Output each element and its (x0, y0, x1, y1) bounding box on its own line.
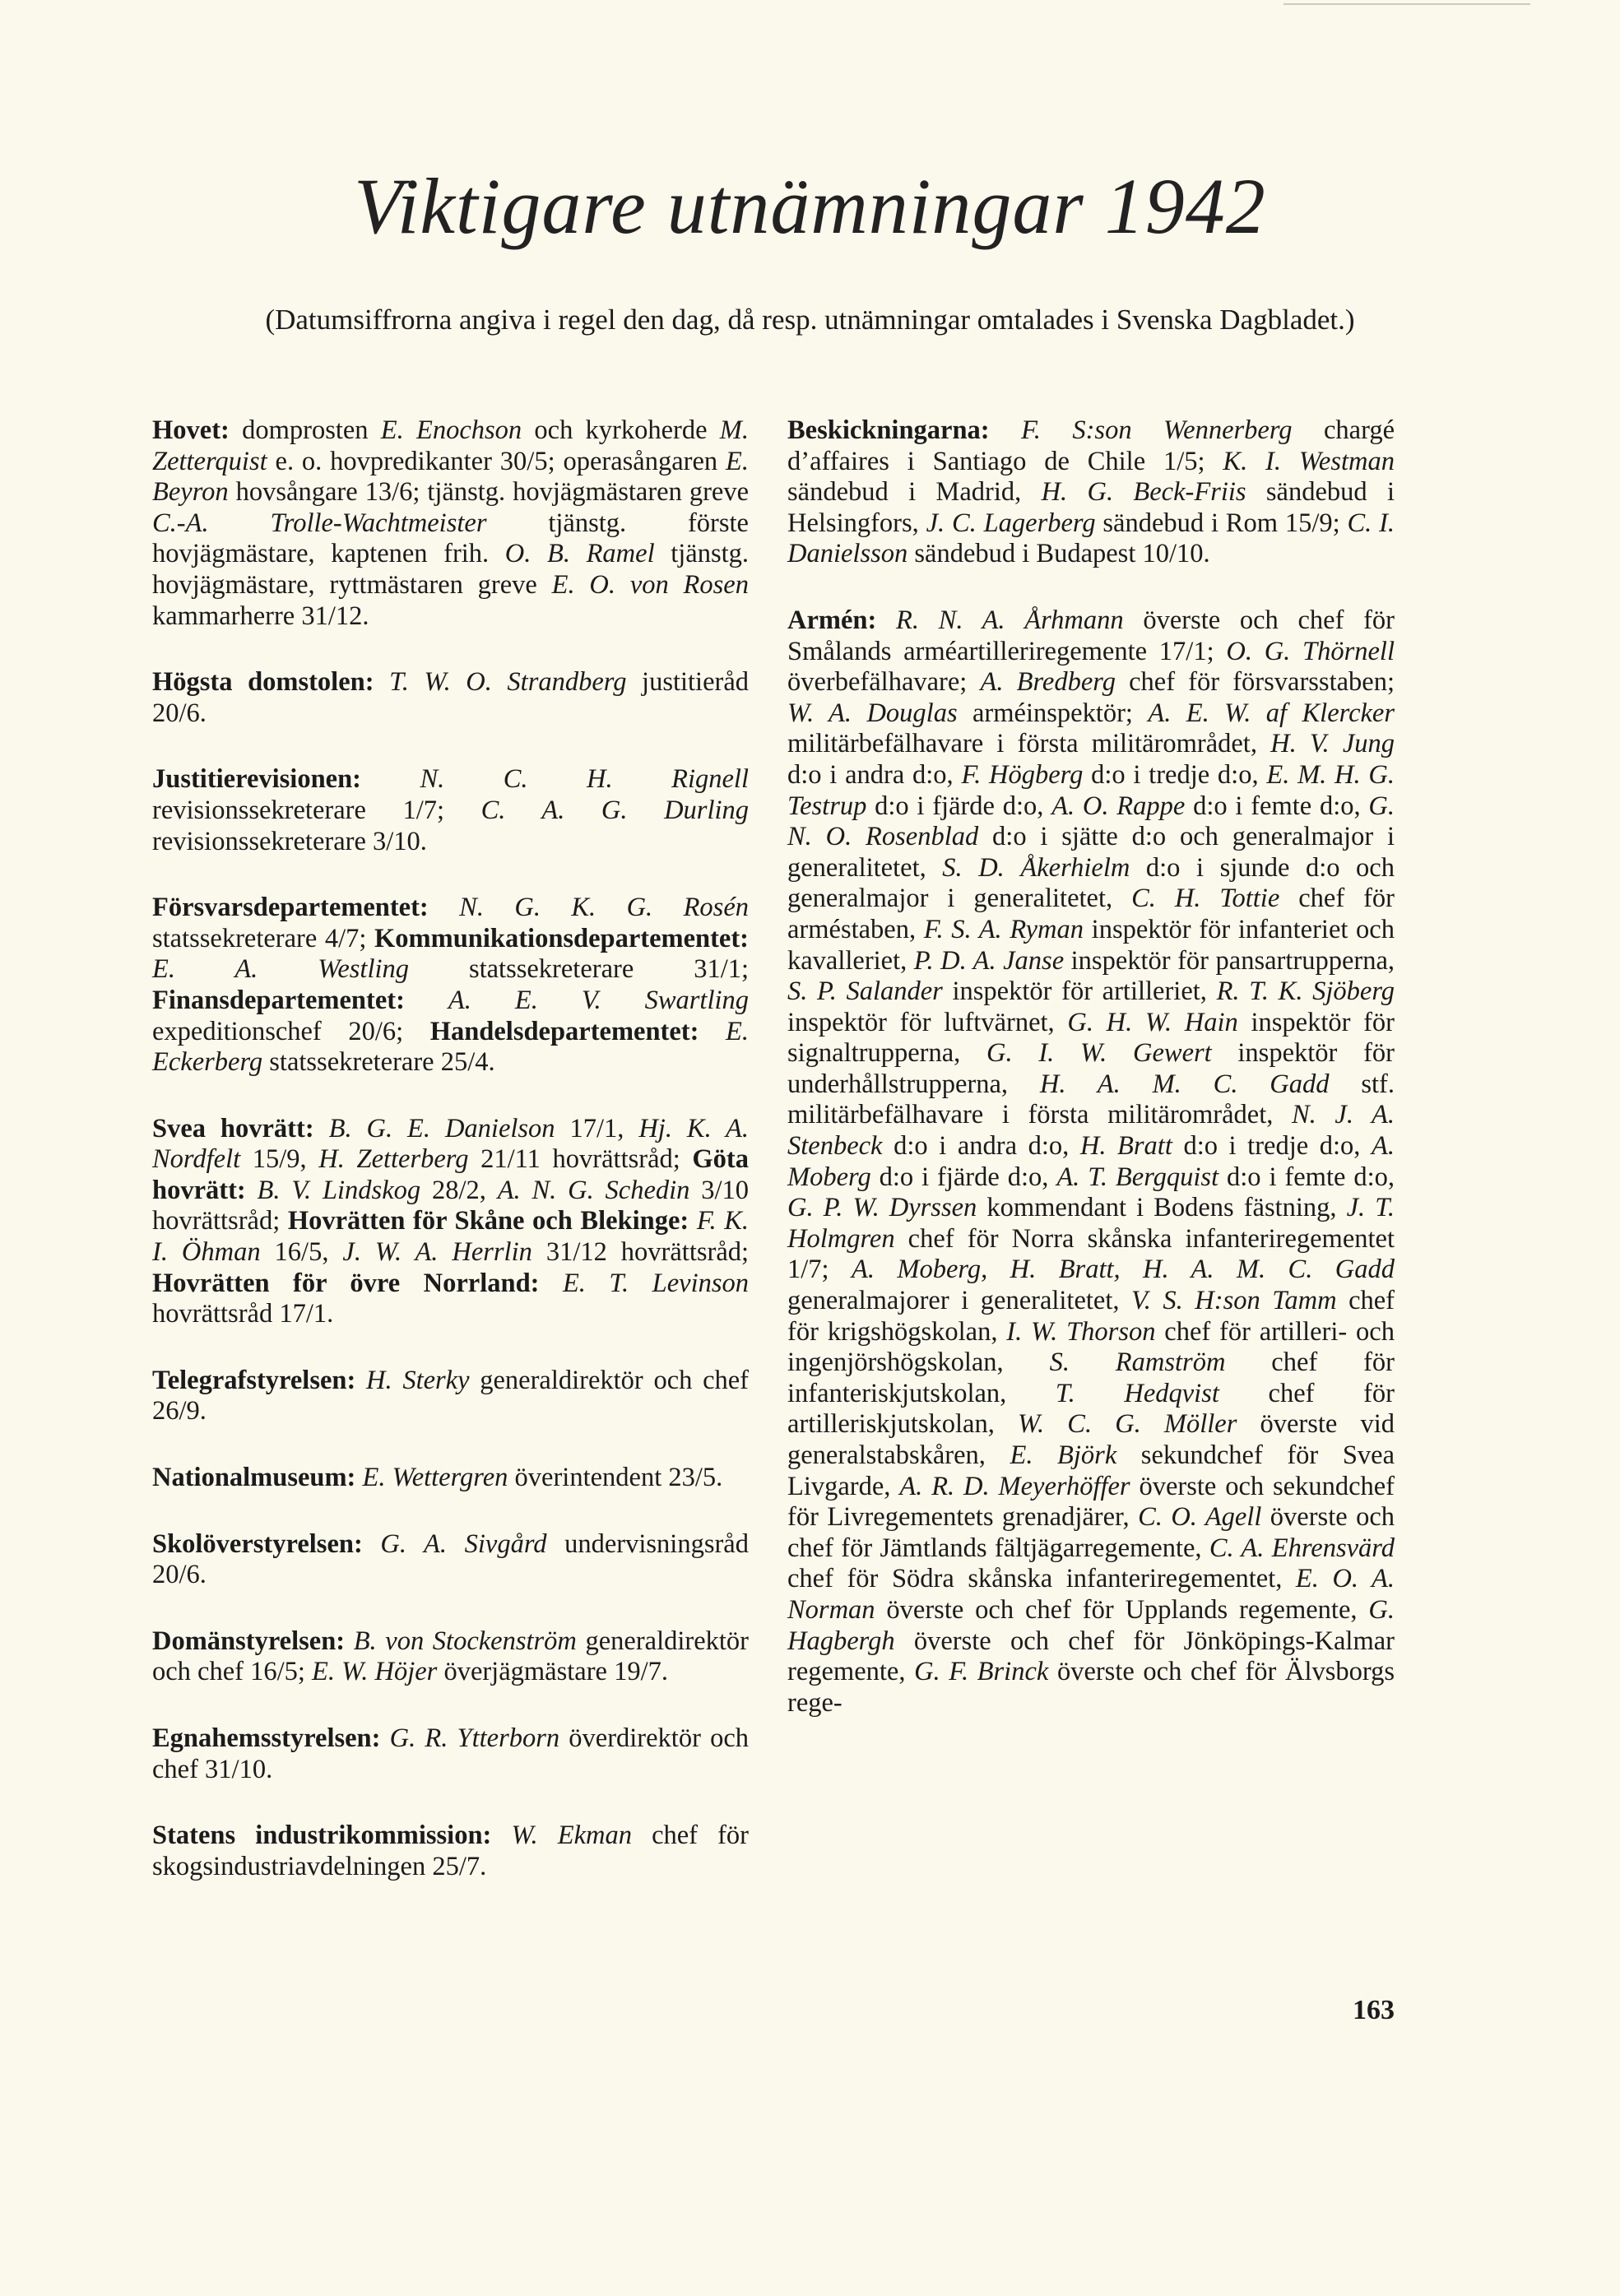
appointment-entry: Nationalmuseum: E. Wettergren överintendent 23/5. (152, 1463, 723, 1493)
appointment-entry: Högsta domstolen: T. W. O. Strandberg justitieråd 20/6. (152, 667, 750, 728)
appointment-entry: Statens industrikommission: W. Ekman chef för skogsindustriavdelningen 25/7. (152, 1821, 749, 1881)
right-column (787, 415, 1395, 1754)
page-subtitle: (Datumsiffrorna angiva i regel den dag, då resp. utnämningar omtalades i Svenska Dagbladet.) (265, 304, 1355, 336)
appointment-entry: Beskickningarna: F. S:son Wennerberg chargé d’affaires i Santiago de Chile 1/5; K. I. Westman sändebud i Madrid, H. G. Beck-Friis sändebud i Helsingfors, J. C. Lagerberg sändebud i Rom 15/9; C. I. Danielsson sändebud i Budapest 10/10. (787, 415, 1395, 569)
appointment-entry: Svea hovrätt: B. G. E. Danielson 17/1, Hj. K. A. Nordfelt 15/9, H. Zetterberg 21/11 hovrättsråd; Göta hovrätt: B. V. Lindskog 28/2, A. N. G. Schedin 3/10 hovrättsråd; Hovrätten för Skåne och Blekinge: F. K. I. Öhman 16/5, J. W. A. Herrlin 31/12 hovrättsråd; Hovrätten för övre Norrland: E. T. Levinson hovrättsråd 17/1. (152, 1113, 750, 1329)
appointment-entry: Skolöverstyrelsen: G. A. Sivgård undervisningsråd 20/6. (152, 1528, 749, 1590)
page-number: 163 (1353, 1995, 1395, 2025)
appointment-entry: Armén: R. N. A. Århmann överste och chef för Smålands arméartilleriregemente 17/1; O. G. Thörnell överbefälhavare; A. Bredberg chef för försvarsstaben; W. A. Douglas arméinspektör; A. E. W. af Klercker militärbefälhavare i första militärområdet, H. V. Jung d:o i andra d:o, F. Högberg d:o i tredje d:o, E. M. H. G. Testrup d:o i fjärde d:o, A. O. Rappe d:o i femte d:o, G. N. O. Rosenblad d:o i sjätte d:o och generalmajor i generalitetet, S. D. Åkerhielm d:o i sjunde d:o och generalmajor i generalitetet, C. H. Tottie chef för arméstaben, F. S. A. Ryman inspektör för infanteriet och kavalleriet, P. D. A. Janse inspektör för pansartrupperna, S. P. Salander inspektör för artilleriet, R. T. K. Sjöberg inspektör för luftvärnet, G. H. W. Hain inspektör för signaltrupperna, G. I. W. Gewert inspektör för underhållstrupperna, H. A. M. C. Gadd stf. militärbefälhavare i första militärområdet, N. J. A. Stenbeck d:o i andra d:o, H. Bratt d:o i tredje d:o, A. Moberg d:o i fjärde d:o, A. T. Bergquist d:o i femte d:o, G. P. W. Dyrssen kommendant i Bodens fästning, J. T. Holmgren chef för Norra skånska infanteriregementet 1/7; A. Moberg, H. Bratt, H. A. M. C. Gadd generalmajorer i generalitetet, V. S. H:son Tamm chef för krigshögskolan, I. W. Thorson chef för artilleri- och ingenjörshögskolan, S. Ramström chef för infanteriskjutskolan, T. Hedqvist chef för artilleriskjutskolan, W. C. G. Möller överste vid generalstabskåren, E. Björk sekundchef för Svea Livgarde, A. R. D. Meyerhöffer överste och sekundchef för Livregementets grenadjärer, C. O. Agell överste och chef för Jämtlands fältjägarregemente, C. A. Ehrensvärd chef för Södra skånska infanteriregementet, E. O. A. Norman överste och chef för Upplands regemente, G. Hagbergh överste och chef för Jönköpings-Kalmar regemente, G. F. Brinck överste och chef för Älvsborgs rege- (787, 605, 1395, 1718)
page-title: Viktigare utnämningar 1942 (354, 162, 1266, 250)
appointment-entry: Hovet: domprosten E. Enochson och kyrkoherde M. Zetterquist e. o. hovpredikanter 30/5; operasångaren E. Beyron hovsångare 13/6; tjänstg. hovjägmästaren greve C.-A. Trolle-Wachtmeister tjänstg. förste hovjägmästare, kaptenen frih. O. B. Ramel tjänstg. hovjägmästare, ryttmästaren greve E. O. von Rosen kammarherre 31/12. (152, 415, 749, 631)
appointment-entry: Försvarsdepartementet: N. G. K. G. Rosén statssekreterare 4/7; Kommunikationsdepartementet: E. A. Westling statssekreterare 31/1; Finansdepartementet: A. E. V. Swartling expeditionschef 20/6; Handelsdepartementet: E. Eckerberg statssekreterare 25/4. (152, 893, 750, 1078)
appointment-entry: Telegrafstyrelsen: H. Sterky generaldirektör och chef 26/9. (152, 1365, 749, 1426)
appointment-entry: Domänstyrelsen: B. von Stockenström generaldirektör och chef 16/5; E. W. Höjer överjägmästare 19/7. (152, 1626, 749, 1687)
left-column (152, 415, 749, 1918)
top-edge-rule (1283, 3, 1530, 5)
appointment-entry: Egnahemsstyrelsen: G. R. Ytterborn överdirektör och chef 31/10. (152, 1723, 749, 1784)
appointment-entry: Justitierevisionen: N. C. H. Rignell revisionssekreterare 1/7; C. A. G. Durling revisionssekreterare 3/10. (152, 764, 749, 856)
